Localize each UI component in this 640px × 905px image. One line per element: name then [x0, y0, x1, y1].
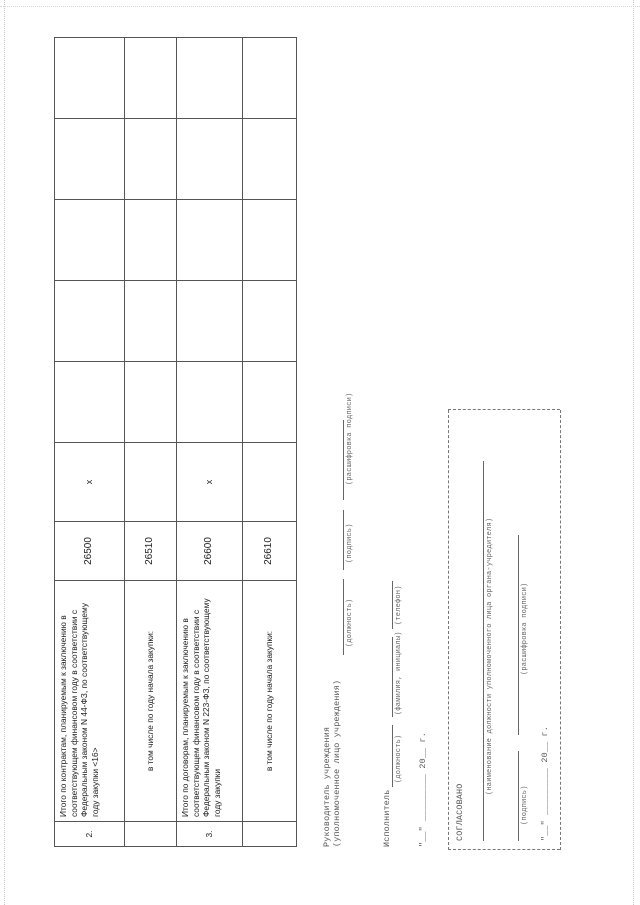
table-cell	[177, 38, 243, 119]
head-sub-label: (уполномоченное лицо учреждения)	[332, 679, 342, 847]
signature-line	[343, 510, 344, 570]
table-row	[55, 38, 125, 847]
approval-box-top	[448, 410, 449, 850]
row-name: Итого по договорам, планируемым к заключению в соответствующем финансовом году в соответствии с Федеральным законом N 223-ФЗ, по соответствующему году закупки	[177, 581, 243, 822]
table-cell	[177, 119, 243, 200]
row-code: 26510	[125, 522, 177, 581]
row-mark: x	[55, 443, 125, 522]
official-line	[483, 461, 484, 841]
executor-phone-line	[392, 581, 393, 629]
row-number: 3.	[177, 822, 243, 847]
table-cell	[55, 200, 125, 281]
executor-name-line	[392, 637, 393, 717]
row-mark	[125, 443, 177, 522]
date-line: "__" _________ 20__ г.	[418, 732, 428, 847]
approval-box-left	[448, 849, 560, 850]
row-code: 26600	[177, 522, 243, 581]
table-cell	[177, 362, 243, 443]
approval-box-bottom	[560, 410, 561, 850]
executor-label: Исполнитель	[382, 789, 392, 847]
approval-box-right	[448, 409, 560, 410]
position-line	[343, 579, 344, 655]
table-cell	[125, 200, 177, 281]
row-mark: x	[177, 443, 243, 522]
row-number	[243, 822, 297, 847]
table-cell	[125, 281, 177, 362]
table-cell	[55, 362, 125, 443]
row-name: в том числе по году начала закупки:	[243, 581, 297, 822]
approval-date-line: "__" _________ 20__ г.	[540, 726, 550, 841]
table-cell	[55, 38, 125, 119]
table-row	[243, 38, 297, 847]
caption-decode: (расшифровка подписи)	[346, 392, 354, 485]
table-cell	[55, 281, 125, 362]
approval-decode-line	[518, 535, 519, 735]
row-mark	[243, 443, 297, 522]
table-row	[177, 38, 243, 847]
row-name: в том числе по году начала закупки:	[125, 581, 177, 822]
caption-approval-decode: (расшифровка подписи)	[521, 582, 529, 675]
procurement-table	[54, 37, 297, 847]
row-number: 2.	[55, 822, 125, 847]
caption-position-executor: (должность)	[395, 734, 403, 783]
executor-position-line	[392, 725, 393, 787]
row-name: Итого по контрактам, планируемым к заключению в соответствующем финансовом году в соответствии с Федеральным законом N 44-ФЗ, по соответствующему году закупки <16>	[55, 581, 125, 822]
decode-line	[343, 420, 344, 500]
table-cell	[125, 38, 177, 119]
table-cell	[125, 362, 177, 443]
table-cell	[177, 281, 243, 362]
row-code: 26610	[243, 522, 297, 581]
caption-name: (фамилия, инициалы)	[395, 631, 403, 715]
caption-signature: (подпись)	[346, 523, 354, 563]
table-cell	[243, 362, 297, 443]
caption-position: (должность)	[346, 598, 354, 647]
caption-phone: (телефон)	[395, 585, 403, 625]
table-cell	[243, 119, 297, 200]
table-cell	[243, 281, 297, 362]
table-cell	[243, 38, 297, 119]
caption-official: (наименование должности уполномоченного лица органа-учредителя)	[486, 517, 494, 795]
table-cell	[125, 119, 177, 200]
approval-signature-line	[518, 751, 519, 841]
row-number	[125, 822, 177, 847]
table-cell	[177, 200, 243, 281]
caption-approval-signature: (подпись)	[521, 785, 529, 825]
approval-title: СОГЛАСОВАНО	[455, 783, 465, 841]
table-cell	[55, 119, 125, 200]
table-cell	[243, 200, 297, 281]
row-code: 26500	[55, 522, 125, 581]
table-row	[125, 38, 177, 847]
head-label: Руководитель учреждения	[322, 726, 332, 847]
